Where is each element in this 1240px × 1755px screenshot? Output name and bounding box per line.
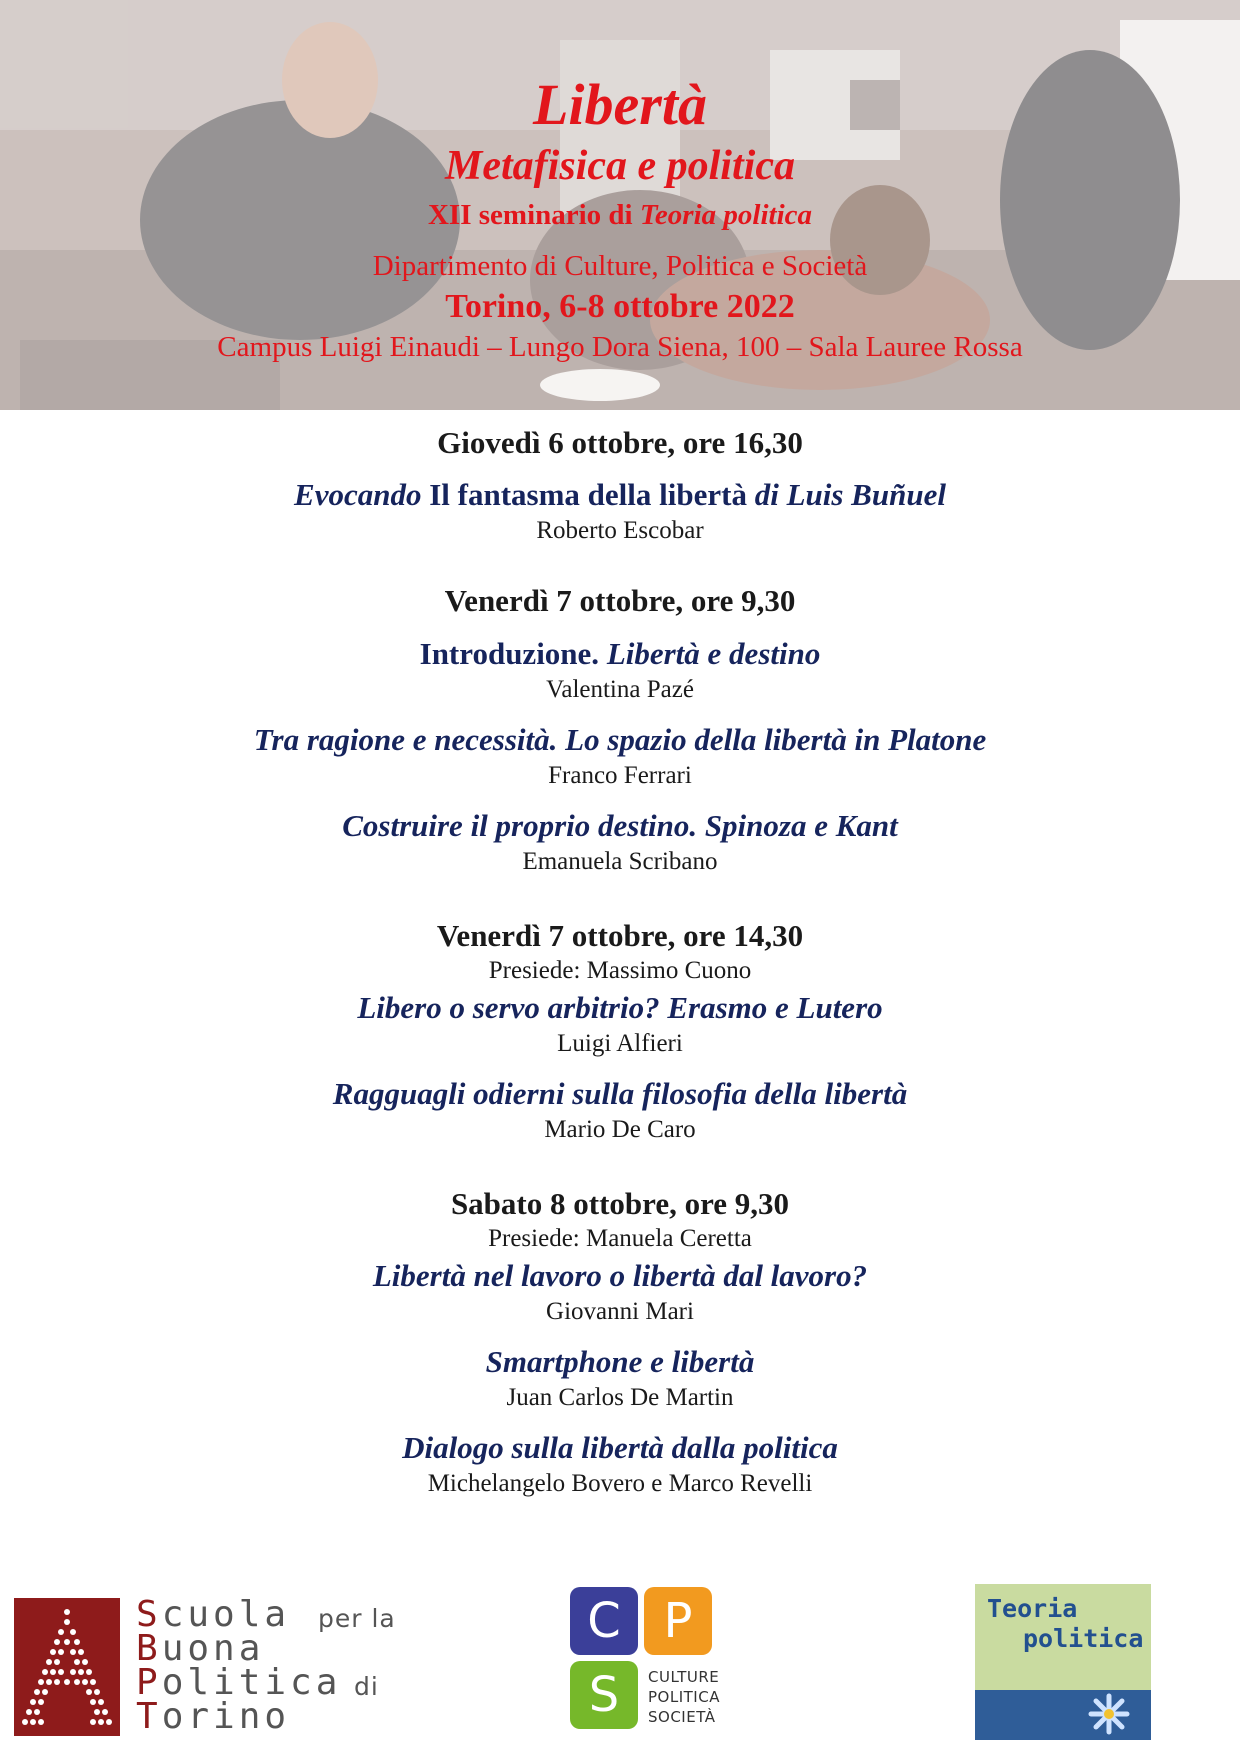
talk-title: Tra ragione e necessità. Lo spazio della libertà in Platone	[253, 722, 987, 757]
teoria-politica-logo	[975, 1584, 1151, 1740]
event-dates: Torino, 6-8 ottobre 2022	[445, 288, 795, 325]
speaker: Giovanni Mari	[546, 1298, 694, 1325]
asterisk-icon	[1087, 1692, 1131, 1736]
session-chair: Presiede: Massimo Cuono	[488, 957, 752, 984]
cps-letter-c: C	[570, 1587, 638, 1655]
department: Dipartimento di Culture, Politica e Società	[372, 250, 868, 282]
sbp-initial: S	[136, 1594, 162, 1635]
talk-title: Dialogo sulla libertà dalla politica	[402, 1430, 838, 1465]
cps-words	[648, 1667, 720, 1727]
speaker: Valentina Pazé	[546, 676, 694, 703]
sbp-word: orino	[161, 1696, 291, 1737]
speaker: Franco Ferrari	[548, 762, 692, 789]
session-day: Giovedì 6 ottobre, ore 16,30	[437, 425, 803, 460]
sbp-initial: B	[136, 1628, 162, 1669]
sbp-small-text: di	[354, 1672, 379, 1701]
cps-word: POLITICA	[648, 1688, 720, 1706]
talk-title	[0, 636, 1240, 672]
sbp-logo	[14, 1594, 414, 1738]
tp-line: Teoria	[987, 1594, 1078, 1623]
cps-word: SOCIETÀ	[648, 1708, 716, 1726]
sbp-row	[136, 1628, 265, 1669]
talk-title-part: Libertà e destino	[606, 636, 821, 671]
session-day: Venerdì 7 ottobre, ore 14,30	[436, 918, 804, 953]
sbp-row	[136, 1696, 291, 1737]
sbp-row	[136, 1662, 342, 1703]
speaker: Juan Carlos De Martin	[506, 1384, 734, 1411]
talk-title: Ragguagli odierni sulla filosofia della libertà	[332, 1076, 908, 1111]
sbp-initial: T	[136, 1696, 162, 1737]
event-title: Libertà	[533, 72, 707, 137]
speaker: Mario De Caro	[544, 1116, 696, 1143]
sbp-word: cuola	[161, 1594, 291, 1635]
talk-title-part: di Luis Buñuel	[746, 477, 946, 512]
sbp-initial: P	[136, 1662, 162, 1703]
talk-title: Costruire il proprio destino. Spinoza e Kant	[342, 808, 898, 843]
event-subtitle: Metafisica e politica	[445, 143, 795, 189]
speaker: Luigi Alfieri	[557, 1030, 683, 1057]
sbp-word: olitica	[161, 1662, 342, 1703]
cps-letter-p: P	[644, 1587, 712, 1655]
sbp-small-text: per la	[318, 1604, 396, 1633]
talk-title-part: Evocando	[294, 477, 430, 512]
speaker: Roberto Escobar	[536, 517, 704, 544]
tp-line: politica	[1023, 1624, 1144, 1653]
seminar-name: Teoria politica	[639, 199, 812, 231]
session-chair: Presiede: Manuela Ceretta	[488, 1225, 752, 1252]
session-day: Venerdì 7 ottobre, ore 9,30	[444, 583, 796, 618]
event-venue: Campus Luigi Einaudi – Lungo Dora Siena, 100 – Sala Lauree Rossa	[217, 331, 1023, 363]
sbp-word: uona	[161, 1628, 265, 1669]
seminar-prefix: XII seminario di	[427, 199, 640, 231]
talk-title-part: Introduzione.	[419, 636, 607, 671]
tp-wordmark	[987, 1594, 1143, 1654]
cps-logo	[570, 1587, 740, 1737]
session-day: Sabato 8 ottobre, ore 9,30	[450, 1186, 790, 1221]
speaker: Emanuela Scribano	[522, 848, 718, 875]
talk-title	[0, 477, 1240, 513]
cps-letter-s: S	[570, 1661, 638, 1729]
cps-word: CULTURE	[648, 1668, 720, 1686]
film-title: Il fantasma della libertà	[429, 477, 747, 512]
talk-title: Libertà nel lavoro o libertà dal lavoro?	[372, 1258, 868, 1293]
talk-title: Libero o servo arbitrio? Erasmo e Lutero	[357, 990, 883, 1025]
header-banner	[0, 0, 1240, 410]
seminar-line	[0, 198, 1240, 232]
sbp-mole-icon	[14, 1598, 120, 1736]
sbp-row	[136, 1594, 291, 1635]
talk-title: Smartphone e libertà	[485, 1344, 755, 1379]
speaker: Michelangelo Bovero e Marco Revelli	[427, 1470, 813, 1497]
